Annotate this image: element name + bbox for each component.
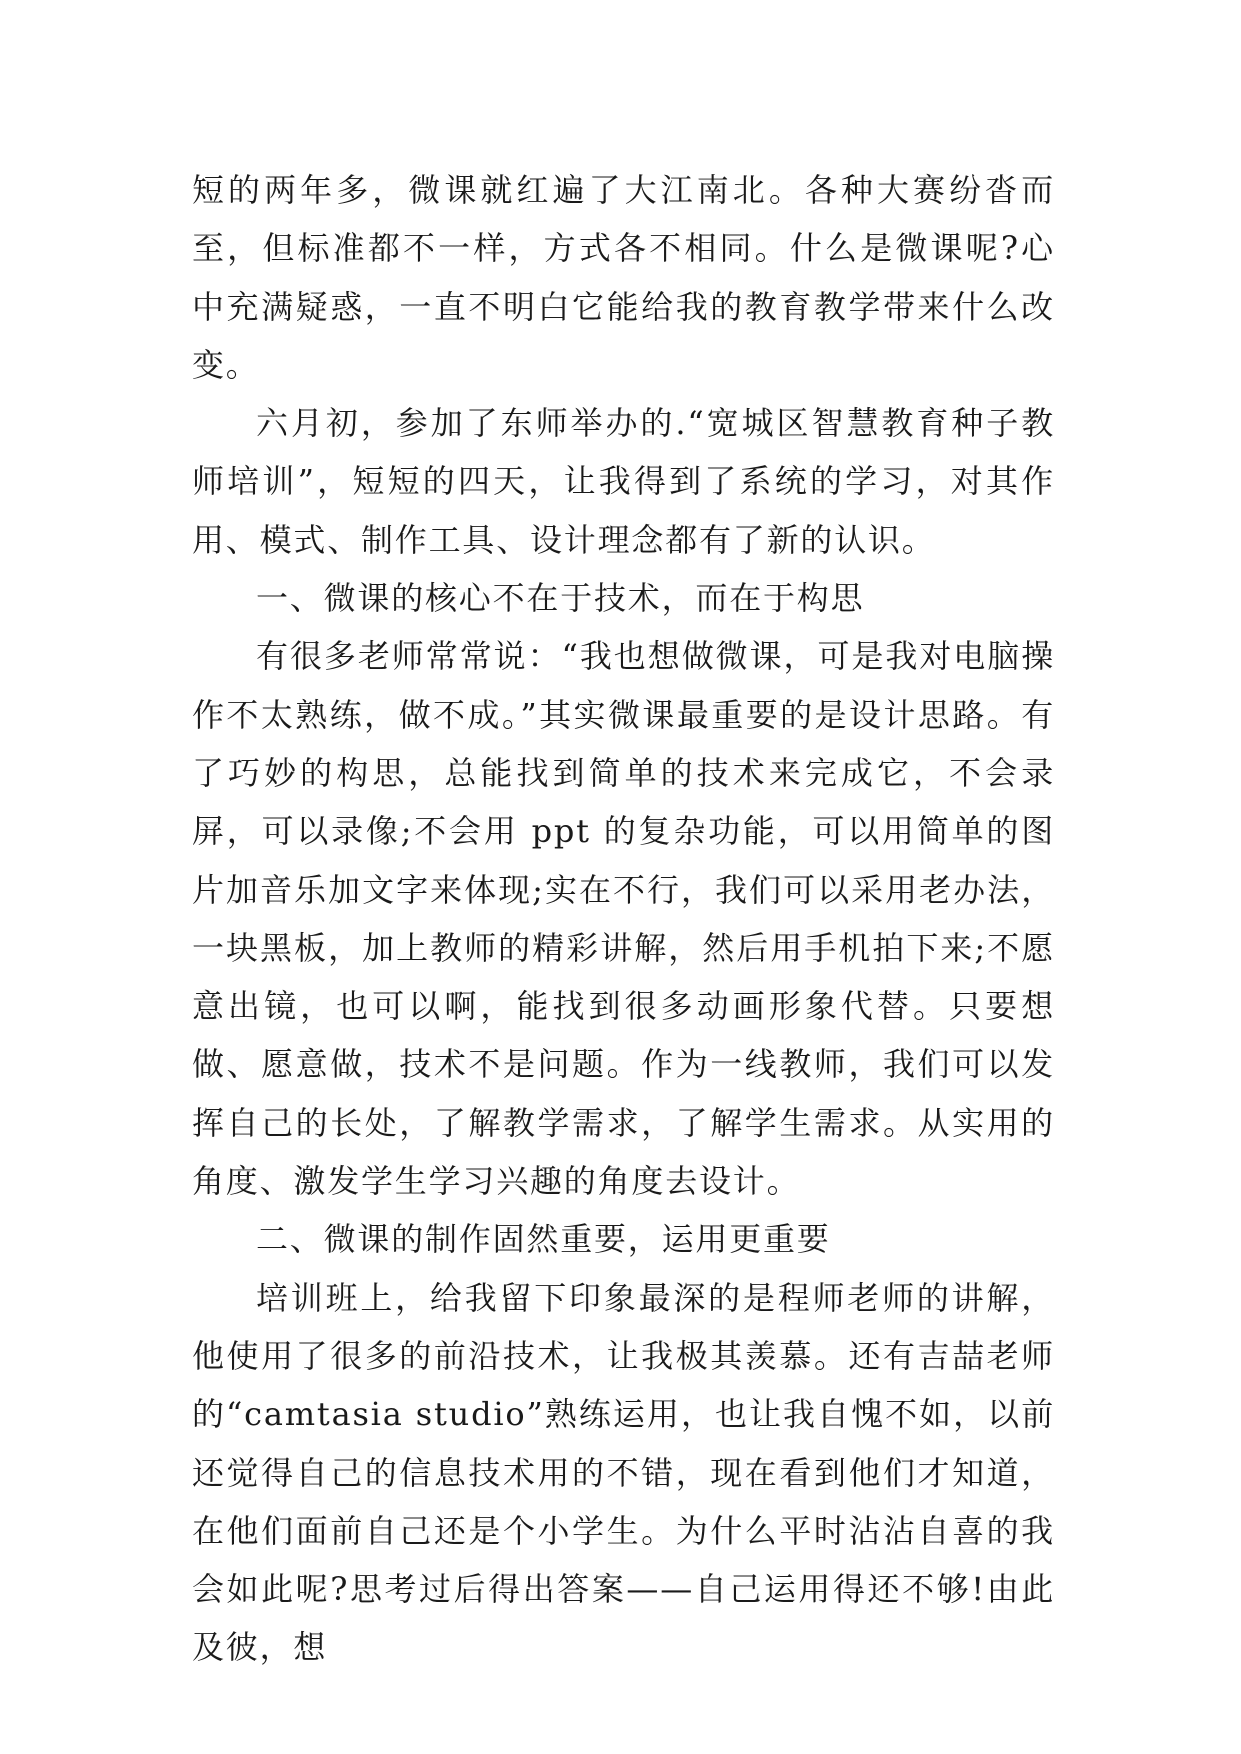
section-heading-1: 一、微课的核心不在于技术，而在于构思 <box>256 579 865 618</box>
paragraph-june-training: 六月初，参加了东师举办的.“宽城区智慧教育种子教师培训”，短短的四天，让我得到了系统的学习，对其作用、模式、制作工具、设计理念都有了新的认识。 <box>192 404 1055 559</box>
paragraph-training-impression: 培训班上，给我留下印象最深的是程师老师的讲解，他使用了很多的前沿技术，让我极其羡慕。还有吉喆老师的“camtasia studio”熟练运用，也让我自愧不如，以前还觉得自己的信息技术用的不错，现在看到他们才知道，在他们面前自己还是个小学生。为什么平时沾沾自喜的我会如此呢?思考过后得出答案——自己运用得还不够!由此及彼，想 <box>192 1278 1055 1667</box>
section-heading-2: 二、微课的制作固然重要，运用更重要 <box>256 1220 831 1259</box>
paragraph-design-thinking: 有很多老师常常说：“我也想做微课，可是我对电脑操作不太熟练，做不成。”其实微课最重要的是设计思路。有了巧妙的构思，总能找到简单的技术来完成它，不会录屏，可以录像;不会用 ppt 的复杂功能，可以用简单的图片加音乐加文字来体现;实在不行，我们可以采用老办法，一块黑板，加上教师的精彩讲解，然后用手机拍下来;不愿意出镜，也可以啊，能找到很多动画形象代替。只要想做、愿意做，技术不是问题。作为一线教师，我们可以发挥自己的长处，了解教学需求，了解学生需求。从实用的角度、激发学生学习兴趣的角度去设计。 <box>192 637 1055 1201</box>
paragraph-intro-continued: 短的两年多，微课就红遍了大江南北。各种大赛纷沓而至，但标准都不一样，方式各不相同。什么是微课呢?心中充满疑惑，一直不明白它能给我的教育教学带来什么改变。 <box>192 171 1055 384</box>
